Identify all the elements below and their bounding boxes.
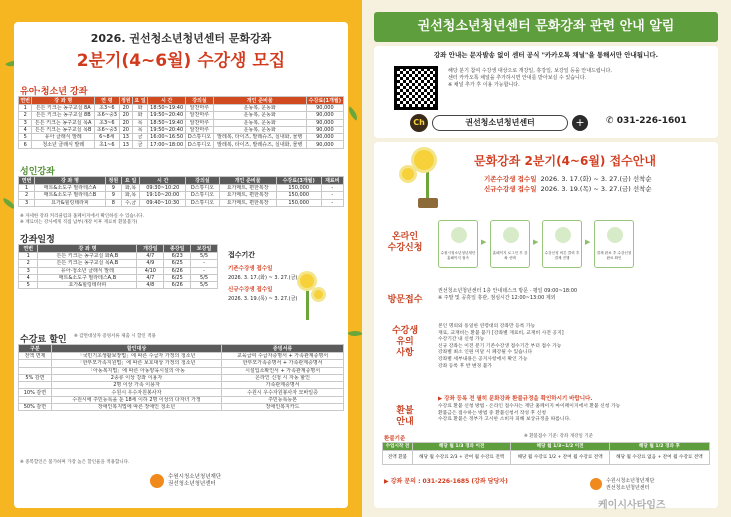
table-cell: 주민등록등본 (222, 396, 344, 403)
table-row (19, 105, 344, 112)
table-cell: 1 (19, 185, 35, 192)
table-cell: 초3~6 (95, 105, 119, 112)
page-subtitle: 2026. 권선청소년청년센터 문화강좌 (90, 32, 272, 45)
table-cell: 18:50~19:40 (148, 105, 186, 112)
notice-lines (448, 68, 708, 89)
table-cell: 4 (19, 274, 38, 281)
table-cell: 요가매트, 편한복장 (219, 185, 276, 192)
table-cell: 90,000 (306, 126, 343, 133)
org-name-1: 수원시청소년청년재단 (168, 474, 222, 480)
table-cell: 90,000 (306, 119, 343, 126)
table-cell (19, 382, 52, 389)
table-cell: 20 (119, 126, 132, 133)
flower-decoration (314, 290, 323, 299)
table-cell: 매트&소도구 필라테스A,B (38, 274, 137, 281)
table-cell: 150,000 (276, 199, 321, 206)
table-cell: 18:50~19:40 (148, 119, 186, 126)
table-cell: 화,목 (121, 192, 139, 199)
table-cell: 2 (19, 192, 35, 199)
table-cell: 5/5 (191, 253, 218, 260)
table-cell: 1 (19, 105, 32, 112)
table-row (19, 389, 344, 396)
table-cell: 금 (132, 141, 147, 148)
caution-item: 재료, 교재비는 환불 불가 [강좌별 재료비, 교재비 사전 공지] (438, 330, 564, 336)
table-cell: 6/25 (164, 274, 191, 281)
table-row (19, 260, 218, 267)
table-cell: - (191, 260, 218, 267)
registration-dates (484, 174, 652, 194)
column-header: 개인 준비물 (213, 97, 306, 105)
caution-list (438, 324, 708, 370)
column-header: 수강료(1개월) (306, 97, 343, 105)
table-cell: 튼튼 키크는 농구교실 목A (32, 119, 95, 126)
right-page (362, 0, 731, 517)
table-cell: - (191, 267, 218, 274)
table-cell: 19:50~20:40 (148, 126, 186, 133)
table-cell: 13 (119, 134, 132, 141)
table-cell: 전액 환불 (383, 451, 413, 465)
table-row (19, 253, 218, 260)
payment-icon (555, 227, 571, 243)
table-cell: 장애인복지법에 따른 장애인 청소년 (51, 404, 221, 411)
table-cell: 17:00~18:00 (148, 141, 186, 148)
table-cell: 6/23 (164, 253, 191, 260)
table-cell: 유아 클래식 발레 (32, 134, 95, 141)
table-cell: 19:10~20:00 (140, 192, 186, 199)
table-cell: 온라인 신청 시 자동 할인 (222, 374, 344, 381)
phone-number (606, 116, 687, 126)
step-text: 수강신청 버튼 클릭 후 결제 진행 (544, 251, 580, 260)
table-cell: 가족관계증명서 (222, 382, 344, 389)
column-header: 요 일 (121, 177, 139, 185)
registration-info-box (374, 142, 718, 508)
footer-note: ※ 중복할인은 불가하며 가장 높은 할인율을 적용합니다. (20, 460, 130, 465)
apply-new-label: 신규수강생 접수일 (228, 287, 273, 293)
add-channel-icon[interactable]: + (572, 115, 588, 131)
table-cell: 5/5 (191, 274, 218, 281)
new-label: 신규수강생 접수일 (484, 185, 537, 193)
column-header: 해당 월 1/3~1/2 이전 (511, 443, 609, 451)
phone-icon: ✆ (606, 116, 617, 126)
table-cell: 1 (19, 253, 38, 260)
table-cell: 알찬마루 (186, 112, 214, 119)
caution-item: 강좌별 최소 인원 미달 시 폐강될 수 있습니다 (438, 350, 533, 356)
org-name-2: 권선청소년청년센터 (168, 481, 216, 487)
refund-line: 환불금은 접수하는 방법 중 환불신청서 작성 후 신청 (438, 410, 546, 416)
column-header: 개강일 (137, 245, 164, 253)
table-cell: 6 (19, 141, 32, 148)
table-cell: 해당 월 수강료 1/2 + 잔여 월 수강료 전액 (511, 451, 609, 465)
refund-lines (438, 404, 710, 424)
table-cell: 5 (19, 282, 38, 289)
table-cell: 요가&힐링테라피 (35, 199, 106, 206)
table-cell: 19:50~20:40 (148, 112, 186, 119)
table-row (19, 367, 344, 374)
adult-course-table (18, 176, 344, 207)
table-cell: 화 (132, 112, 147, 119)
table-cell: 운동복, 운동화 (213, 105, 306, 112)
org-name-1: 수원시청소년청년재단 (606, 478, 655, 484)
table-row (19, 126, 344, 133)
table-cell: D스튜디오 (186, 141, 214, 148)
step-text: 홈페이지 로그인 후 강좌 선택 (492, 251, 528, 260)
table-cell: 50% 감면 (19, 404, 52, 411)
notice-line: 해당 분기 참여 수강생 대상으로 개강일, 휴강일, 보강일 등을 안내드립니다. (448, 68, 612, 74)
refund-table-note: ※ 환불접수 기준: 강좌 개강일 기준 (524, 434, 593, 439)
table-cell (19, 360, 52, 367)
table-cell: - (321, 192, 343, 199)
table-cell: 수,금 (121, 199, 139, 206)
column-header: 해당 월 1/3 경과 이전 (412, 443, 510, 451)
table-cell: D스튜디오 (186, 134, 214, 141)
caution-item: 본인 명의와 동일한 연령대의 강좌만 등록 가능 (438, 324, 536, 329)
table-cell: 발레복, 타이즈, 발레슈즈, 실내화, 물병 (213, 134, 306, 141)
notice-headline: 강좌 안내는 문자발송 없이 센터 공식 "카카오톡 채널"을 통해서만 안내됩니다. (433, 51, 659, 59)
table-cell: D스튜디오 (186, 185, 219, 192)
table-cell: 「아동복지법」에 따른 아동양육시설의 아동 (51, 367, 221, 374)
column-header: 강 좌 명 (38, 245, 137, 253)
table-cell: 4/9 (137, 260, 164, 267)
table-row (19, 199, 344, 206)
table-cell: 전액 면제 (19, 353, 52, 360)
flower-pot (418, 198, 438, 208)
online-apply-label: 온라인 수강신청 (387, 232, 423, 253)
table-cell: 5/5 (191, 282, 218, 289)
table-cell: 해당 월 수강료 없음 + 잔여 월 수강료 전액 (609, 451, 709, 465)
flower-decoration (300, 274, 314, 288)
table-row (19, 119, 344, 126)
visit-line: 권선청소년청년센터 1층 안내데스크 방문 · 평일 09:00~18:00 (438, 288, 578, 294)
table-row (19, 353, 344, 360)
qr-code-icon[interactable] (394, 66, 438, 110)
table-row (19, 134, 344, 141)
table-cell: 20 (119, 105, 132, 112)
notice-title: 권선청소년청년센터 문화강좌 관련 안내 알림 (374, 12, 718, 42)
org-name (168, 474, 221, 488)
table-cell: 3 (19, 119, 32, 126)
column-header: 연번 (19, 177, 35, 185)
existing-date: 2026. 3. 17.(화) ~ 3. 27.(금) 선착순 (540, 175, 652, 183)
table-cell: 화,목 (121, 185, 139, 192)
apply-existing-date: 2026. 3. 17.(화) ~ 3. 27.(금) (228, 275, 298, 281)
table-cell: 2 (19, 112, 32, 119)
caution-item: 강좌별 세부내용은 공지사항에서 확인 가능 (438, 356, 528, 362)
table-cell: 발레복, 타이즈, 발레슈즈, 실내화, 물병 (213, 141, 306, 148)
schedule-table (18, 244, 218, 289)
table-cell: 요가매트, 편한복장 (219, 192, 276, 199)
apply-title: 접수기간 (228, 251, 256, 259)
table-row (19, 141, 344, 148)
table-cell: 한부모가족증명서 + 가족관계증명서 (222, 360, 344, 367)
note-line: ※ 재료비는 강사에게 직접 납부(개강 이후 재료비 환불불가) (20, 220, 138, 225)
refund-headline: ▶ 강좌 등록 전 필히 문화강좌 환불규정을 확인하시기 바랍니다. (438, 396, 593, 402)
table-row (19, 396, 344, 403)
visit-lines (438, 288, 708, 302)
table-cell: 튼튼 키크는 농구교실 목B (32, 126, 95, 133)
table-cell: 6/26 (164, 282, 191, 289)
foundation-logo-icon (590, 478, 602, 490)
foundation-logo-icon (150, 474, 164, 488)
table-cell: 알찬마루 (186, 126, 214, 133)
flower-decoration (402, 168, 414, 180)
table-cell: 2명 이상 가족 이용자 (51, 382, 221, 389)
table-cell: 매트&소도구 필라테스A (35, 185, 106, 192)
column-header: 해당 월 1/2 경과 후 (609, 443, 709, 451)
table-row (19, 374, 344, 381)
column-header: 시 간 (148, 97, 186, 105)
table-cell: 매트&소도구 필라테스B (35, 192, 106, 199)
table-cell: 09:40~10:30 (140, 199, 186, 206)
refund-table (382, 442, 710, 465)
table-cell: - (321, 199, 343, 206)
discount-table (18, 344, 344, 411)
column-header: 시 간 (140, 177, 186, 185)
table-row (19, 274, 218, 281)
column-header: 요 일 (134, 97, 146, 104)
visit-line: ※ 주말 및 공휴일 휴관, 점심시간 12:00~13:00 제외 (438, 295, 556, 301)
table-cell: 유아·청소년 클래식 발레 (38, 267, 137, 274)
table-cell: 초6~중3 (95, 126, 119, 133)
table-cell: 운동복, 운동화 (213, 126, 306, 133)
kakao-notice-box (374, 46, 718, 138)
table-cell: 목 (132, 119, 147, 126)
column-header: 구분 (19, 345, 52, 353)
table-cell: 목 (132, 126, 147, 133)
login-icon (503, 227, 519, 243)
table-cell: 교육급여 수급자증명서 + 가족관계증명서 (222, 353, 344, 360)
discount-note: ※ 감면대상자 증빙서류 제출 시 할인 적용 (74, 334, 156, 339)
caution-item: 강좌 등록 후 반 변경 불가 (438, 363, 492, 369)
existing-label: 기존수강생 접수일 (484, 175, 537, 183)
table-row (19, 382, 344, 389)
table-cell: 5 (19, 134, 32, 141)
table-cell: 8 (105, 199, 121, 206)
column-header: 보강일 (191, 245, 218, 253)
table-row (19, 112, 344, 119)
column-header: 연 령 (95, 97, 119, 105)
table-row (19, 282, 218, 289)
table-cell: D스튜디오 (186, 192, 219, 199)
table-cell: 청소년 클래식 발레 (32, 141, 95, 148)
table-cell: 튼튼 키크는 농구교실 8A (32, 105, 95, 112)
phone-text: 031-226-1601 (616, 116, 687, 126)
step-4 (594, 220, 634, 268)
table-cell: 3 (19, 199, 35, 206)
table-cell: 운동복, 운동화 (213, 112, 306, 119)
table-cell: 수원시 우수자원봉사자 모바일증 (222, 389, 344, 396)
table-cell: 장애인복지카드 (222, 404, 344, 411)
table-cell: 수원시에 주민등록을 둔 18세 이하 2명 이상의 다자녀 가정 (51, 396, 221, 403)
table-cell: 시설입소확인서 + 가족관계증명서 (222, 367, 344, 374)
arrow-icon: ▶ (481, 238, 487, 246)
refund-table-title: 환불기준 (384, 436, 406, 442)
table-cell: 요가매트, 편한복장 (219, 199, 276, 206)
column-header: 증빙서류 (222, 345, 344, 353)
table-cell: 16:00~16:50 (148, 134, 186, 141)
table-cell: 2종류 이상 강좌 이용자 (51, 374, 221, 381)
table-cell: 9 (105, 192, 121, 199)
column-header: 수강료(3개월) (276, 177, 321, 185)
table-row (19, 185, 344, 192)
column-header: 강 좌 명 (32, 97, 95, 105)
table-row (19, 192, 344, 199)
table-cell: 4/10 (137, 267, 164, 274)
column-header: 강 좌 명 (35, 177, 106, 185)
table-cell: 150,000 (276, 192, 321, 199)
note-line: ※ 자세한 강좌 커리큘럼과 홈페이지에서 확인하실 수 있습니다. (20, 214, 144, 219)
refund-label: 환불 안내 (396, 406, 414, 427)
caution-item: 수강기간 내 신청 가능 (438, 337, 485, 343)
table-row (383, 451, 710, 465)
table-cell: 알찬마루 (186, 105, 214, 112)
step-text: 결제 완료 후 수강신청 완료 확인 (596, 251, 632, 260)
column-header: 개인 준비물 (219, 177, 276, 185)
table-cell: 20 (119, 112, 132, 119)
table-cell: 「국민기초생활보장법」에 따른 수급자 가정의 청소년 (51, 353, 221, 360)
table-cell: 초3~6 (95, 119, 119, 126)
left-page (0, 0, 362, 517)
table-cell: 튼튼 키크는 농구교실 8B (32, 112, 95, 119)
arrow-icon: ▶ (533, 238, 539, 246)
table-cell: 알찬마루 (186, 119, 214, 126)
table-cell: 90,000 (306, 134, 343, 141)
column-header: 종강일 (164, 245, 191, 253)
table-row (19, 360, 344, 367)
table-cell: 튼튼 키크는 농구교실 목A,B (38, 260, 137, 267)
column-header: 재료비 (321, 177, 343, 185)
org-name (606, 478, 654, 491)
table-cell (19, 367, 52, 374)
table-cell: 「한부모가족지원법」에 따른 보호대상 가정의 청소년 (51, 360, 221, 367)
notice-line: 센터 카카오톡 채널을 추가하시면 안내를 받아보실 수 있습니다. (448, 75, 587, 81)
table-cell: 6/26 (164, 267, 191, 274)
leaf-decoration (347, 328, 362, 339)
notice-line: ※ 채널 추가 후 이용 가능합니다. (448, 82, 520, 88)
table-cell: D스튜디오 (186, 199, 219, 206)
table-cell: 90,000 (306, 141, 343, 148)
apply-new-date: 2026. 3. 19.(목) ~ 3. 27.(금) (228, 296, 298, 302)
table-cell: 5% 감면 (19, 374, 52, 381)
step-text: 수원시청소년청년재단 홈페이지 접속 (440, 251, 476, 260)
arrow-icon: ▶ (585, 238, 591, 246)
apply-existing-label: 기존수강생 접수일 (228, 266, 273, 272)
table-cell: 6/25 (164, 260, 191, 267)
new-date: 2026. 3. 19.(목) ~ 3. 27.(금) 선착순 (540, 185, 652, 193)
flower-decoration (414, 150, 434, 170)
table-cell (19, 396, 52, 403)
table-cell: 4/8 (137, 282, 164, 289)
visit-label: 방문접수 (387, 295, 423, 305)
table-cell: 4 (19, 126, 32, 133)
refund-line: 수강료 환불 신청 방법 - 온라인 접수자는 재단 홈페이지 마이페이지에서 환불 신청 가능 (438, 404, 621, 409)
table-cell: 해당 월 수강료 2/3 + 잔여 월 수강료 전액 (412, 451, 510, 465)
table-cell: 운동복, 운동화 (213, 119, 306, 126)
table-cell: 3 (19, 267, 38, 274)
table-cell: 화 (132, 105, 147, 112)
table-cell: 4/7 (137, 253, 164, 260)
step-3 (542, 220, 582, 268)
kakao-channel-icon: Ch (410, 114, 428, 132)
column-header: 수업시작 전 (383, 443, 413, 451)
step-2 (490, 220, 530, 268)
column-header: 정원 (120, 97, 131, 104)
table-cell: 수원시 우수자원봉사자 (51, 389, 221, 396)
table-cell: 튼튼 키크는 농구교실 화A,B (38, 253, 137, 260)
section-adult: 성인강좌 (20, 167, 55, 177)
table-cell: 초1~6 (95, 141, 119, 148)
registration-title: 문화강좌 2분기(4~6월) 접수안내 (474, 154, 656, 168)
section-discount: 수강료 할인 (20, 335, 67, 345)
table-cell: 4/7 (137, 274, 164, 281)
table-cell: 9 (105, 185, 121, 192)
step-1 (438, 220, 478, 268)
column-header: 연번 (20, 97, 31, 104)
watermark: 케이시사타임즈 (598, 500, 666, 511)
org-name-2: 권선청소년청년센터 (606, 484, 650, 491)
refund-line: 수강료 환불은 정부가 고시한 소비자 피해 보상규정을 따릅니다. (438, 417, 571, 423)
kakao-channel-name[interactable]: 권선청소년청년센터 (432, 115, 568, 131)
caution-label: 수강생 유의 사항 (391, 326, 419, 358)
table-cell: - (321, 185, 343, 192)
section-youth: 유아·청소년 강좌 (20, 87, 88, 97)
table-cell: 6~8세 (95, 134, 119, 141)
left-content-panel (14, 22, 348, 508)
table-cell: 150,000 (276, 185, 321, 192)
section-schedule: 강좌일정 (20, 235, 55, 245)
page-title: 2분기(4~6월) 수강생 모집 (76, 51, 286, 71)
adult-notes (20, 214, 340, 226)
table-cell: 09:30~10:20 (140, 185, 186, 192)
caution-item: 신규 강좌는 이전 분기 기존수강생 접수기간 부터 접수 가능 (438, 343, 562, 349)
column-header: 연번 (19, 245, 38, 253)
column-header: 강의실 (186, 177, 219, 185)
contact-line: ▶ 강좌 문의 : 031-226-1685 (강좌 담당자) (384, 478, 508, 485)
table-cell: 90,000 (306, 105, 343, 112)
column-header: 정원 (105, 177, 121, 185)
table-cell: 10% 감면 (19, 389, 52, 396)
website-icon (451, 227, 467, 243)
table-row (19, 267, 218, 274)
table-row (19, 404, 344, 411)
column-header: 할인대상 (51, 345, 221, 353)
column-header: 강의실 (186, 97, 214, 105)
table-cell: 20 (119, 119, 132, 126)
table-cell: 요가&힐링테라피 (38, 282, 137, 289)
check-icon (607, 227, 623, 243)
table-cell: 초6~중3 (95, 112, 119, 119)
youth-course-table (18, 96, 344, 149)
table-cell: 금 (132, 134, 147, 141)
table-cell: 90,000 (306, 112, 343, 119)
table-cell: 2 (19, 260, 38, 267)
table-cell: 13 (119, 141, 132, 148)
